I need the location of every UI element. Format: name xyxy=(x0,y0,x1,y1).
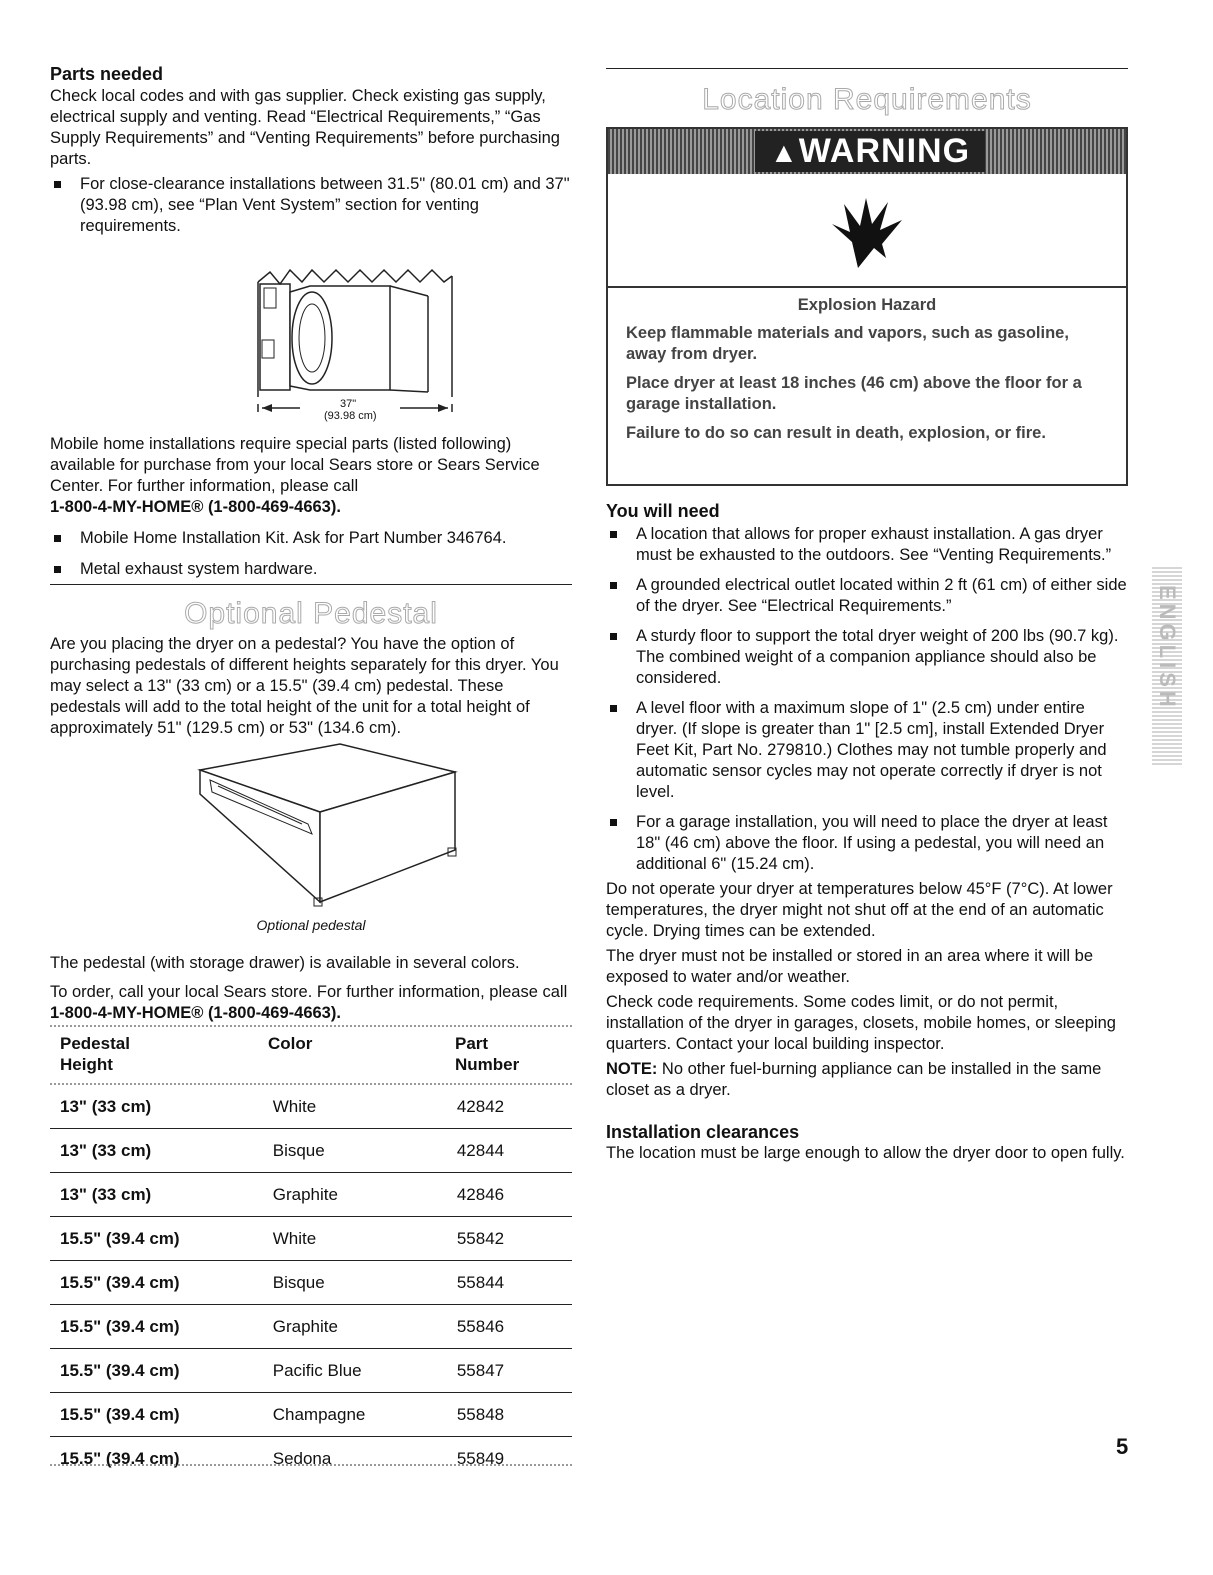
explosion-icon xyxy=(830,196,904,270)
list-item: Metal exhaust system hardware. xyxy=(50,559,572,580)
cell-part-number: 55848 xyxy=(457,1393,572,1437)
mobile-home-list xyxy=(50,528,572,580)
clearances-heading: Installation clearances xyxy=(606,1122,800,1142)
page-number: 5 xyxy=(1116,1434,1129,1459)
hazard-line: Failure to do so can result in death, explosion, or fire. xyxy=(626,424,1046,442)
table-row xyxy=(50,1437,572,1481)
warning-symbol-area xyxy=(608,174,1126,288)
warning-triangle-icon: ▲ xyxy=(769,137,799,168)
column-header-color: Color xyxy=(268,1034,313,1053)
you-will-need-heading: You will need xyxy=(606,501,720,521)
table-row xyxy=(50,1393,572,1437)
section-divider xyxy=(606,68,1128,69)
table-row xyxy=(50,1217,572,1261)
list-item: A location that allows for proper exhaust installation. A gas dryer must be exhausted to the outdoors. See “Venting Requirements.” xyxy=(606,524,1128,566)
list-item: Mobile Home Installation Kit. Ask for Part Number 346764. xyxy=(50,528,572,549)
cell-height: 13" (33 cm) xyxy=(50,1129,272,1173)
cell-color: Champagne xyxy=(272,1393,457,1437)
cell-part-number: 42842 xyxy=(457,1085,572,1129)
list-item: A sturdy floor to support the total dryer weight of 200 lbs (90.7 kg). The combined weight of a companion appliance should also be considered. xyxy=(606,626,1128,689)
cell-part-number: 55842 xyxy=(457,1217,572,1261)
table-row xyxy=(50,1305,572,1349)
requirements-list xyxy=(606,524,1128,875)
cell-height: 13" (33 cm) xyxy=(50,1085,272,1129)
table-row xyxy=(50,1129,572,1173)
weather-text: The dryer must not be installed or stored in an area where it will be exposed to water and/or weather. xyxy=(606,947,1093,986)
cell-color: Bisque xyxy=(272,1129,457,1173)
optional-pedestal-intro: Are you placing the dryer on a pedestal? You have the option of purchasing pedestals of different heights separately for this dryer. You may select a 13" (33 cm) or a 15.5" (39.4 cm) pedestal. These pedestals will add to the total height of the unit for a total height of approximately 51" (129.5 cm) or 53" (134.6 cm). xyxy=(50,635,559,737)
table-row xyxy=(50,1349,572,1393)
location-requirements-title: Location Requirements xyxy=(702,83,1032,116)
code-text: Check code requirements. Some codes limit, or do not permit, installation of the dryer in garages, closets, mobile homes, or sleeping quarters. Contact your local building inspector. xyxy=(606,993,1116,1053)
cell-height: 15.5" (39.4 cm) xyxy=(50,1261,272,1305)
figure-dimension-inches: 37" xyxy=(340,398,357,410)
cell-color: White xyxy=(272,1085,457,1129)
mobile-home-phone: 1-800-4-MY-HOME® (1-800-469-4663). xyxy=(50,498,341,516)
mobile-home-text: Mobile home installations require special parts (listed following) available for purchase from your local Sears store or Sears Service Center. For further information, please call 1-800-4-MY-HOME® (1-800-469-4663). xyxy=(50,435,540,516)
optional-pedestal-title: Optional Pedestal xyxy=(184,597,438,630)
pedestal-caption: Optional pedestal xyxy=(256,917,366,933)
figure-dimension-cm: (93.98 cm) xyxy=(324,410,377,422)
cell-color: Graphite xyxy=(272,1173,457,1217)
cell-height: 15.5" (39.4 cm) xyxy=(50,1393,272,1437)
cell-part-number: 55847 xyxy=(457,1349,572,1393)
cell-color: Bisque xyxy=(272,1261,457,1305)
warning-label: ▲WARNING xyxy=(755,131,985,172)
hazard-title: Explosion Hazard xyxy=(797,296,937,314)
cell-height: 15.5" (39.4 cm) xyxy=(50,1349,272,1393)
cell-height: 13" (33 cm) xyxy=(50,1173,272,1217)
warning-box xyxy=(606,127,1128,486)
parts-needed-list xyxy=(50,174,572,237)
cell-part-number: 42846 xyxy=(457,1173,572,1217)
cell-color: Sedona xyxy=(272,1448,332,1468)
cell-color: Pacific Blue xyxy=(272,1349,457,1393)
temperature-text: Do not operate your dryer at temperatures below 45°F (7°C). At lower temperatures, the dryer might not shut off at the end of an automatic cycle. Drying times can be extended. xyxy=(606,880,1113,940)
cell-part-number: 42844 xyxy=(457,1129,572,1173)
table-top-rule xyxy=(50,1025,572,1027)
cell-color: Graphite xyxy=(272,1305,457,1349)
column-header-height: Pedestal Height xyxy=(60,1034,130,1074)
cell-height: 15.5" (39.4 cm) xyxy=(50,1217,272,1261)
note-text: NOTE: No other fuel-burning appliance can be installed in the same closet as a dryer. xyxy=(606,1060,1102,1099)
list-item: For close-clearance installations between 31.5" (80.01 cm) and 37" (93.98 cm), see “Plan Vent System” section for venting requirements. xyxy=(50,174,572,237)
table-row xyxy=(50,1085,572,1129)
pedestal-table xyxy=(50,1085,572,1480)
cell-height: 15.5" (39.4 cm) xyxy=(60,1448,180,1468)
table-row xyxy=(50,1173,572,1217)
cell-part-number: 55846 xyxy=(457,1305,572,1349)
pedestal-illustration xyxy=(190,742,470,910)
table-bottom-rule xyxy=(50,1464,572,1466)
pedestal-order-text: To order, call your local Sears store. For further information, please call 1-800-4-MY-HOME® (1-800-469-4663). xyxy=(50,983,568,1022)
cell-part-number: 55844 xyxy=(457,1261,572,1305)
list-item: A level floor with a maximum slope of 1" (2.5 cm) under entire dryer. (If slope is greater than 1" [2.5 cm], install Extended Dryer Feet Kit, Part No. 279810.) Clothes may not tumble properly and automatic sensor cycles may not operate correctly if dryer is not level. xyxy=(606,698,1128,803)
list-item: A grounded electrical outlet located within 2 ft (61 cm) of either side of the dryer. See “Electrical Requirements.” xyxy=(606,575,1128,617)
hazard-line: Place dryer at least 18 inches (46 cm) above the floor for a garage installation. xyxy=(626,374,1082,413)
list-item: For a garage installation, you will need to place the dryer at least 18" (46 cm) above the floor. If using a pedestal, you will need an additional 6" (15.24 cm). xyxy=(606,812,1128,875)
language-side-tab: ENGLISH xyxy=(1152,565,1182,765)
column-header-part-number: Part Number xyxy=(455,1034,520,1074)
table-row xyxy=(50,1261,572,1305)
pedestal-order-phone: 1-800-4-MY-HOME® (1-800-469-4663). xyxy=(50,1004,341,1022)
cell-height: 15.5" (39.4 cm) xyxy=(50,1305,272,1349)
warning-band xyxy=(608,129,1126,174)
cell-part-number: 55849 xyxy=(456,1448,505,1468)
cell-color: White xyxy=(272,1217,457,1261)
parts-needed-intro: Check local codes and with gas supplier. Check existing gas supply, electrical supply and venting. Read “Electrical Requirements,” “Gas Supply Requirements” and “Venting Requirements” before purchasing parts. xyxy=(50,87,560,168)
pedestal-colors-text: The pedestal (with storage drawer) is available in several colors. xyxy=(50,954,520,972)
section-divider xyxy=(50,584,572,585)
clearances-text: The location must be large enough to allow the dryer door to open fully. xyxy=(606,1144,1125,1162)
parts-needed-heading: Parts needed xyxy=(50,64,164,84)
hazard-line: Keep flammable materials and vapors, such as gasoline, away from dryer. xyxy=(626,324,1069,363)
